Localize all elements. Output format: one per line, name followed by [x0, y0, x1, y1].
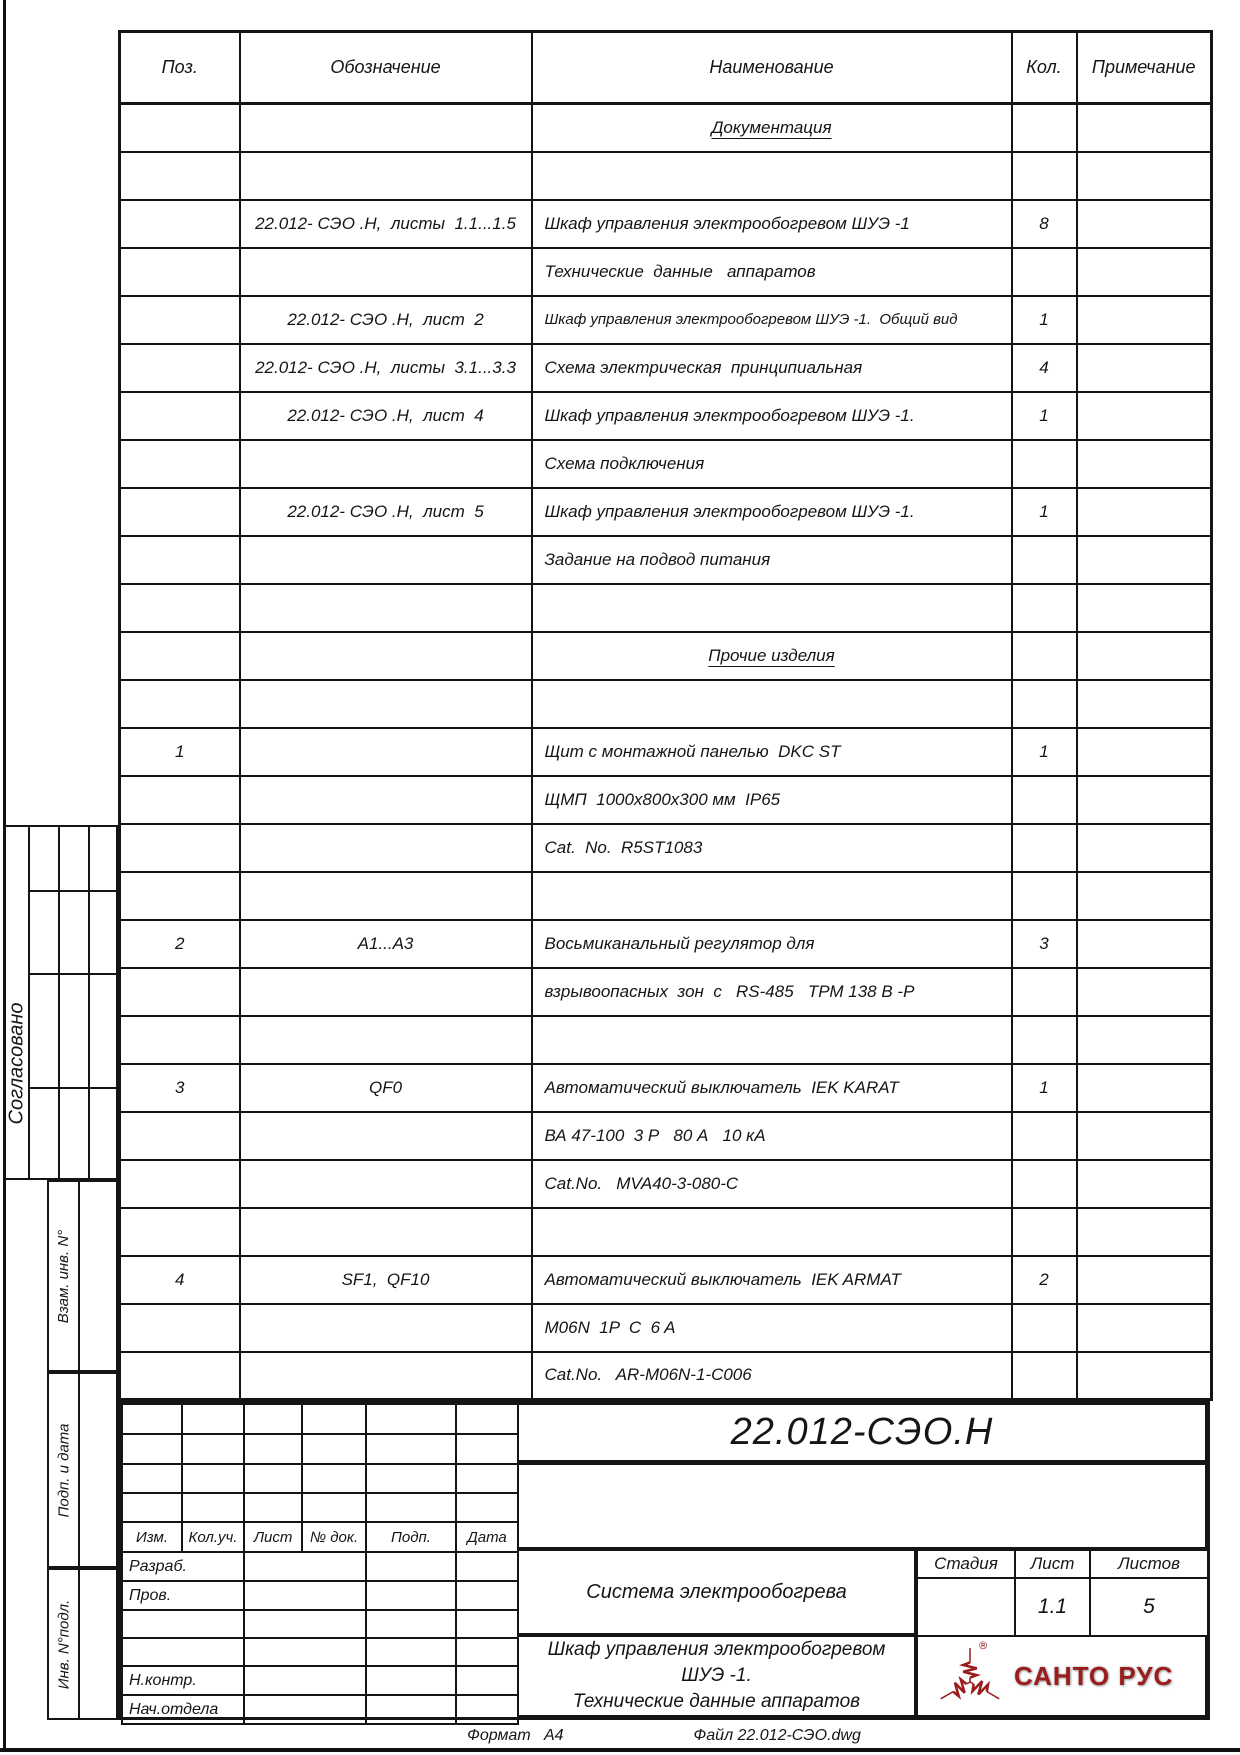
cell-pos: 4: [120, 1256, 240, 1304]
replace-inv-label: Взам. инв. N°: [55, 1229, 72, 1323]
cell-name: Шкаф управления электрообогревом ШУЭ -1.: [532, 488, 1012, 536]
cell-designation: [240, 968, 532, 1016]
cell-name: Прочие изделия: [532, 632, 1012, 680]
cell-designation: А1...А3: [240, 920, 532, 968]
sig-label-empty2: [122, 1638, 244, 1666]
cell-note: [1077, 536, 1212, 584]
cell-qty: 3: [1012, 920, 1077, 968]
cell-note: [1077, 1352, 1212, 1400]
cell-pos: [120, 104, 240, 152]
file-note: Файл 22.012-СЭО.dwg: [693, 1727, 861, 1744]
rev-header-dok: № док.: [302, 1522, 366, 1552]
cell-pos: [120, 776, 240, 824]
cell-qty: [1012, 632, 1077, 680]
sig-label-razrab: Разраб.: [122, 1552, 244, 1581]
cell-name: Щит с монтажной панелью DKC ST: [532, 728, 1012, 776]
sig-label-prov: Пров.: [122, 1581, 244, 1610]
spec-row: [120, 824, 1212, 872]
cell-designation: [240, 872, 532, 920]
cell-designation: [240, 680, 532, 728]
cell-pos: [120, 536, 240, 584]
cell-pos: [120, 632, 240, 680]
cell-name: [532, 152, 1012, 200]
divider: [88, 827, 90, 1178]
cell-name: взрывоопасных зон с RS-485 ТРМ 138 В -Р: [532, 968, 1012, 1016]
cell-name: Восьмиканальный регулятор для: [532, 920, 1012, 968]
spec-row: [120, 968, 1212, 1016]
cell-note: [1077, 1016, 1212, 1064]
revision-table: [121, 1403, 519, 1725]
cell-qty: [1012, 968, 1077, 1016]
cell-qty: 1: [1012, 728, 1077, 776]
cell-name: Шкаф управления электрообогревом ШУЭ -1: [532, 200, 1012, 248]
cell-designation: [240, 1016, 532, 1064]
cell-note: [1077, 440, 1212, 488]
spec-row: [120, 1256, 1212, 1304]
spec-row: [120, 1352, 1212, 1400]
cell-qty: [1012, 1208, 1077, 1256]
cell-name: Автоматический выключатель IEK KARAT: [532, 1064, 1012, 1112]
cell-designation: [240, 536, 532, 584]
cell-name: ВА 47-100 3 Р 80 А 10 кА: [532, 1112, 1012, 1160]
sheets-label: Листов: [1090, 1550, 1208, 1578]
cell-note: [1077, 1304, 1212, 1352]
cell-name: Шкаф управления электрообогревом ШУЭ -1.: [532, 392, 1012, 440]
cell-qty: [1012, 776, 1077, 824]
cell-pos: [120, 1208, 240, 1256]
spec-row: [120, 680, 1212, 728]
project-name-cell: [517, 1549, 916, 1635]
cell-note: [1077, 488, 1212, 536]
cell-note: [1077, 968, 1212, 1016]
cell-pos: [120, 824, 240, 872]
cell-note: [1077, 1064, 1212, 1112]
orig-inv-label: Инв. N°подл.: [55, 1599, 72, 1689]
cell-note: [1077, 1112, 1212, 1160]
title-block-blank-area: [517, 1463, 1207, 1549]
cell-pos: [120, 248, 240, 296]
stage-label: Стадия: [917, 1550, 1015, 1578]
divider: [78, 1182, 80, 1370]
cell-name: Задание на подвод питания: [532, 536, 1012, 584]
rev-header-data: Дата: [456, 1522, 518, 1552]
cell-designation: 22.012- СЭО .Н, листы 1.1...1.5: [240, 200, 532, 248]
divider: [28, 890, 116, 892]
cell-designation: [240, 1304, 532, 1352]
cell-qty: [1012, 104, 1077, 152]
spec-row: [120, 632, 1212, 680]
sig-label-nachotdela: Нач.отдела: [122, 1695, 244, 1724]
cell-designation: [240, 824, 532, 872]
cell-note: [1077, 344, 1212, 392]
spec-row: [120, 536, 1212, 584]
heating-element-logo-icon: [932, 1638, 1008, 1714]
spec-row: [120, 344, 1212, 392]
cell-designation: [240, 440, 532, 488]
spec-row: [120, 1208, 1212, 1256]
sign-date-label: Подп. и дата: [55, 1423, 72, 1517]
format-note: Формат А4: [467, 1727, 564, 1744]
rev-header-list: Лист: [244, 1522, 302, 1552]
divider: [78, 1570, 80, 1718]
stage-sheet-grid: [916, 1549, 1209, 1637]
cell-qty: [1012, 1112, 1077, 1160]
cell-note: [1077, 584, 1212, 632]
cell-designation: [240, 776, 532, 824]
approval-stamp-box: [3, 825, 118, 1180]
cell-pos: [120, 584, 240, 632]
spec-row: [120, 776, 1212, 824]
cell-note: [1077, 1256, 1212, 1304]
cell-qty: 1: [1012, 392, 1077, 440]
svg-text:®: ®: [977, 1638, 989, 1652]
cell-note: [1077, 392, 1212, 440]
cell-name: Cat.No. AR-M06N-1-C006: [532, 1352, 1012, 1400]
col-header-pos: Поз.: [120, 32, 240, 104]
cell-note: [1077, 728, 1212, 776]
cell-note: [1077, 920, 1212, 968]
col-header-designation: Обозначение: [240, 32, 532, 104]
col-header-note: Примечание: [1077, 32, 1212, 104]
cell-name: Технические данные аппаратов: [532, 248, 1012, 296]
cell-designation: [240, 1160, 532, 1208]
spec-row: [120, 728, 1212, 776]
spec-row: [120, 584, 1212, 632]
agreed-label: [5, 958, 28, 1168]
cell-qty: [1012, 536, 1077, 584]
cell-pos: [120, 1304, 240, 1352]
cell-note: [1077, 1160, 1212, 1208]
sig-label-nkontr: Н.контр.: [122, 1666, 244, 1695]
cell-qty: 4: [1012, 344, 1077, 392]
divider: [58, 827, 60, 1178]
cell-designation: QF0: [240, 1064, 532, 1112]
cell-qty: [1012, 680, 1077, 728]
cell-name: Схема подключения: [532, 440, 1012, 488]
cell-qty: [1012, 1304, 1077, 1352]
spec-row: [120, 392, 1212, 440]
specification-table: [118, 30, 1213, 1401]
document-designation: [517, 1403, 1207, 1463]
cell-pos: [120, 968, 240, 1016]
spec-row: [120, 1304, 1212, 1352]
cell-name: [532, 680, 1012, 728]
cell-note: [1077, 872, 1212, 920]
cell-name: [532, 584, 1012, 632]
cell-qty: [1012, 824, 1077, 872]
document-title-line: Шкаф управления электрообогревом: [547, 1639, 886, 1660]
cell-qty: [1012, 440, 1077, 488]
sheet-value: 1.1: [1015, 1578, 1090, 1636]
cell-note: [1077, 680, 1212, 728]
cell-name: Cat.No. MVA40-3-080-C: [532, 1160, 1012, 1208]
spec-row: [120, 200, 1212, 248]
stage-header-row: [917, 1550, 1208, 1578]
spec-header-row: [120, 32, 1212, 104]
cell-note: [1077, 200, 1212, 248]
cell-qty: [1012, 1016, 1077, 1064]
cell-designation: 22.012- СЭО .Н, лист 4: [240, 392, 532, 440]
cell-pos: 1: [120, 728, 240, 776]
cell-name: [532, 1208, 1012, 1256]
document-title-line: Технические данные аппаратов: [572, 1691, 861, 1712]
cell-pos: 3: [120, 1064, 240, 1112]
col-header-name: Наименование: [532, 32, 1012, 104]
cell-name: [532, 872, 1012, 920]
cell-name: M06N 1P C 6 A: [532, 1304, 1012, 1352]
col-header-qty: Кол.: [1012, 32, 1077, 104]
cell-qty: 2: [1012, 1256, 1077, 1304]
spec-row: [120, 872, 1212, 920]
cell-pos: [120, 1112, 240, 1160]
cell-designation: [240, 728, 532, 776]
cell-qty: [1012, 152, 1077, 200]
cell-pos: [120, 872, 240, 920]
cell-name: Документация: [532, 104, 1012, 152]
company-logo-cell: [916, 1635, 1207, 1717]
cell-pos: [120, 1352, 240, 1400]
cell-designation: [240, 1352, 532, 1400]
cell-note: [1077, 824, 1212, 872]
document-designation-text: 22.012-СЭО.Н: [730, 1411, 994, 1453]
cell-qty: [1012, 584, 1077, 632]
project-name-text: Система электрообогрева: [586, 1580, 847, 1603]
title-block: [118, 1400, 1210, 1720]
cell-designation: 22.012- СЭО .Н, листы 3.1...3.3: [240, 344, 532, 392]
cell-qty: 8: [1012, 200, 1077, 248]
cell-qty: 1: [1012, 488, 1077, 536]
rev-header-izm: Изм.: [122, 1522, 182, 1552]
cell-note: [1077, 104, 1212, 152]
cell-note: [1077, 152, 1212, 200]
cell-note: [1077, 1208, 1212, 1256]
cell-pos: [120, 680, 240, 728]
divider: [28, 1087, 116, 1089]
cell-designation: 22.012- СЭО .Н, лист 5: [240, 488, 532, 536]
cell-designation: [240, 632, 532, 680]
cell-designation: [240, 104, 532, 152]
spec-row: [120, 1016, 1212, 1064]
cell-pos: [120, 392, 240, 440]
cell-qty: [1012, 248, 1077, 296]
cell-qty: 1: [1012, 1064, 1077, 1112]
spec-row: [120, 1112, 1212, 1160]
cell-designation: [240, 1208, 532, 1256]
cell-qty: [1012, 1160, 1077, 1208]
cell-pos: [120, 440, 240, 488]
stage-value: [917, 1578, 1015, 1636]
spec-row: [120, 248, 1212, 296]
sheets-value: 5: [1090, 1578, 1208, 1636]
cell-note: [1077, 776, 1212, 824]
rev-header-podp: Подп.: [366, 1522, 456, 1552]
sheet-edge-line-bottom: [0, 1748, 1240, 1752]
spec-row: [120, 488, 1212, 536]
document-title-cell: [517, 1635, 916, 1717]
cell-name: Автоматический выключатель IEK ARMAT: [532, 1256, 1012, 1304]
footer-notes: [118, 1727, 1210, 1745]
company-logo-text: САНТО РУС: [1014, 1660, 1174, 1691]
cell-pos: [120, 344, 240, 392]
cell-name: [532, 1016, 1012, 1064]
cell-pos: 2: [120, 920, 240, 968]
cell-qty: [1012, 1352, 1077, 1400]
cell-note: [1077, 632, 1212, 680]
rev-header-row: [122, 1522, 518, 1552]
cell-pos: [120, 296, 240, 344]
document-title-line: ШУЭ -1.: [681, 1665, 752, 1686]
spec-row: [120, 920, 1212, 968]
cell-pos: [120, 488, 240, 536]
cell-designation: 22.012- СЭО .Н, лист 2: [240, 296, 532, 344]
spec-row: [120, 1064, 1212, 1112]
cell-designation: [240, 1112, 532, 1160]
spec-row: [120, 104, 1212, 152]
spec-row: [120, 440, 1212, 488]
cell-pos: [120, 200, 240, 248]
cell-qty: 1: [1012, 296, 1077, 344]
sheet-label: Лист: [1015, 1550, 1090, 1578]
cell-pos: [120, 1016, 240, 1064]
cell-pos: [120, 152, 240, 200]
cell-name: Схема электрическая принципиальная: [532, 344, 1012, 392]
spec-row: [120, 152, 1212, 200]
divider: [78, 1374, 80, 1566]
divider: [28, 973, 116, 975]
cell-pos: [120, 1160, 240, 1208]
rev-header-koluch: Кол.уч.: [182, 1522, 244, 1552]
stage-values-row: [917, 1578, 1208, 1636]
orig-inv-strip: [47, 1568, 118, 1720]
sign-date-strip: [47, 1372, 118, 1568]
spec-row: [120, 1160, 1212, 1208]
cell-name: ЩМП 1000х800х300 мм IP65: [532, 776, 1012, 824]
cell-designation: [240, 584, 532, 632]
cell-note: [1077, 296, 1212, 344]
cell-designation: SF1, QF10: [240, 1256, 532, 1304]
cell-designation: [240, 152, 532, 200]
cell-name: Cat. No. R5ST1083: [532, 824, 1012, 872]
spec-row: [120, 296, 1212, 344]
cell-note: [1077, 248, 1212, 296]
cell-designation: [240, 248, 532, 296]
cell-name: Шкаф управления электрообогревом ШУЭ -1. Общий вид: [532, 296, 1012, 344]
agreed-text: Согласовано: [5, 1002, 28, 1124]
replace-inv-strip: [47, 1180, 118, 1372]
cell-qty: [1012, 872, 1077, 920]
sig-label-empty1: [122, 1610, 244, 1638]
